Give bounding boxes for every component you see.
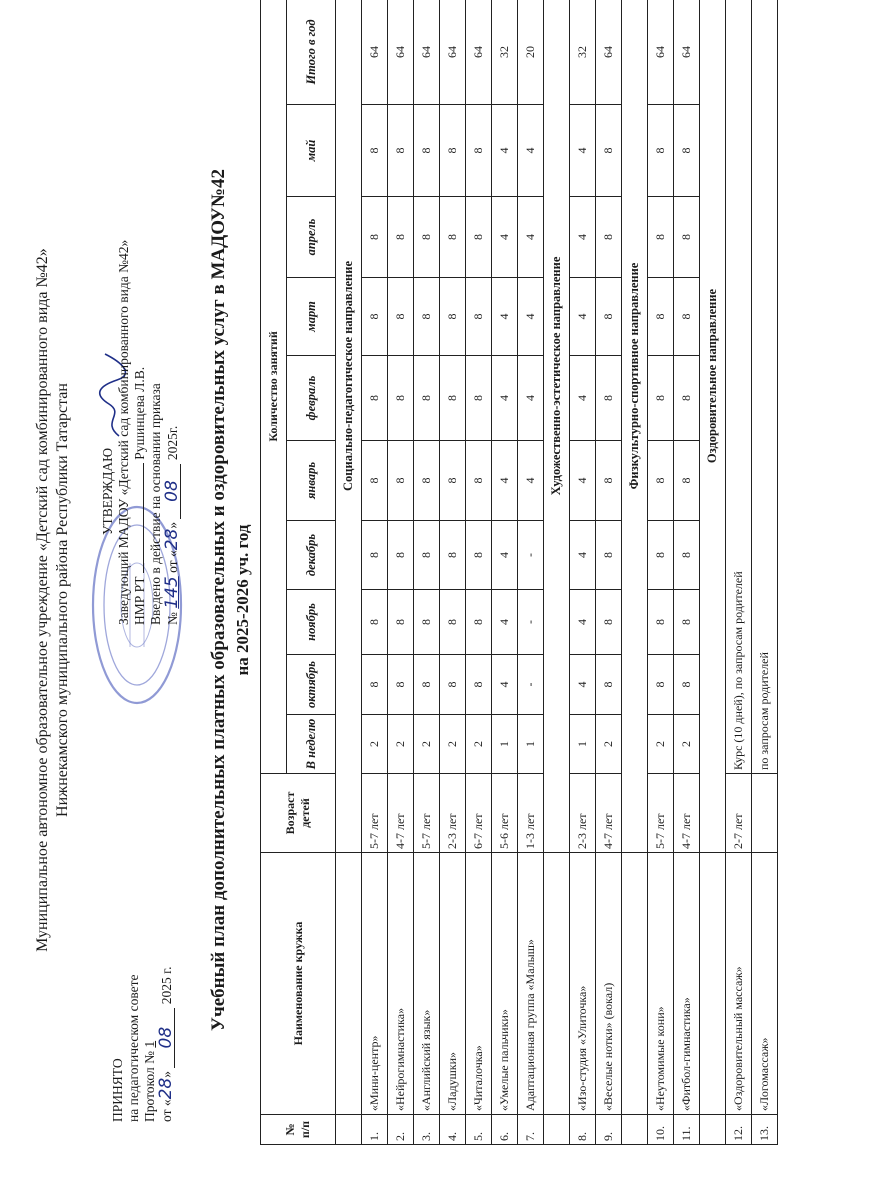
row-value: 4 (570, 590, 596, 655)
row-number: 1. (362, 1115, 388, 1145)
org-name-line2: Нижнекамского муниципального района Республики Татарстан (54, 383, 71, 817)
row-value: - (518, 590, 544, 655)
row-value: 4 (570, 197, 596, 278)
row-value: 8 (388, 197, 414, 278)
protocol-label: Протокол № (142, 1051, 157, 1122)
row-age: 2-3 лет (440, 774, 466, 853)
row-value: 8 (362, 655, 388, 715)
date-year: 2025 г. (159, 966, 174, 1005)
row-value: 4 (570, 278, 596, 356)
row-value: 8 (596, 655, 622, 715)
row-value: 4 (518, 105, 544, 197)
section-row (544, 0, 570, 1145)
row-value: 4 (570, 441, 596, 521)
row-value: 8 (388, 356, 414, 441)
approved-title: УТВЕРЖДАЮ (100, 447, 115, 535)
table-row (596, 0, 622, 1145)
row-value: 8 (674, 441, 700, 521)
row-number: 7. (518, 1115, 544, 1145)
row-value: 8 (648, 197, 674, 278)
month-header: февраль (287, 356, 336, 441)
approved-name: Рушинцева Л.В. (132, 366, 147, 460)
row-age: 5-7 лет (414, 774, 440, 853)
row-value: 8 (362, 590, 388, 655)
row-value: 4 (492, 197, 518, 278)
row-value: 8 (596, 356, 622, 441)
month-header: май (287, 105, 336, 197)
date-prefix: от « (159, 1099, 174, 1122)
row-value: 8 (596, 521, 622, 590)
row-number: 4. (440, 1115, 466, 1145)
table-row (726, 0, 752, 1145)
row-value: 8 (362, 441, 388, 521)
row-name: «Логомассаж» (752, 853, 778, 1115)
row-value: 8 (362, 278, 388, 356)
row-value: 8 (362, 521, 388, 590)
date-day: 28 (156, 1077, 176, 1100)
col-name-header: Наименование кружка (261, 853, 336, 1115)
row-value: 8 (388, 521, 414, 590)
row-value: 2 (414, 715, 440, 774)
row-value: 8 (362, 105, 388, 197)
row-value: 4 (518, 356, 544, 441)
row-value: 8 (648, 655, 674, 715)
row-value: 8 (674, 356, 700, 441)
row-value: 2 (440, 715, 466, 774)
row-value: 8 (466, 441, 492, 521)
row-value: 8 (596, 441, 622, 521)
table-row (466, 0, 492, 1145)
header-row-top (261, 0, 287, 1145)
row-name: «Нейрогимнастика» (388, 853, 414, 1115)
month-header: декабрь (287, 521, 336, 590)
row-number: 5. (466, 1115, 492, 1145)
table-row (362, 0, 388, 1145)
row-number: 3. (414, 1115, 440, 1145)
row-name: «Веселые нотки» (вокал) (596, 853, 622, 1115)
table-row (440, 0, 466, 1145)
curriculum-table (260, 0, 778, 1145)
row-value: 8 (466, 105, 492, 197)
row-age: 5-7 лет (362, 774, 388, 853)
approved-district: НМР РТ (132, 576, 147, 625)
row-value: 8 (440, 197, 466, 278)
row-value: 20 (518, 0, 544, 105)
section-title: Художественно-эстетическое направление (544, 0, 570, 853)
approved-signature-line (132, 240, 148, 625)
row-value: 1 (518, 715, 544, 774)
row-value: 2 (648, 715, 674, 774)
row-value: 4 (492, 441, 518, 521)
table-row (674, 0, 700, 1145)
row-value: 4 (492, 521, 518, 590)
row-value: 4 (518, 278, 544, 356)
section-title: Оздоровительное направление (700, 0, 726, 853)
row-value: 8 (466, 521, 492, 590)
col-count-header: Количество занятий (261, 0, 287, 774)
row-value: 8 (388, 655, 414, 715)
table-body (336, 0, 778, 1145)
month-header: ноябрь (287, 590, 336, 655)
accepted-block (110, 966, 175, 1122)
order-year: 2025г. (165, 425, 180, 461)
row-note: по запросам родителей (752, 0, 778, 774)
row-age (752, 774, 778, 853)
row-value: 64 (596, 0, 622, 105)
month-header: март (287, 278, 336, 356)
row-value: 4 (518, 197, 544, 278)
row-value: 2 (466, 715, 492, 774)
row-value: 8 (362, 356, 388, 441)
row-value: 8 (674, 197, 700, 278)
row-value: 8 (362, 197, 388, 278)
section-row (336, 0, 362, 1145)
row-value: 32 (492, 0, 518, 105)
document-subtitle: на 2025-2026 уч. год (233, 524, 252, 676)
row-value: 2 (674, 715, 700, 774)
row-value: 4 (570, 521, 596, 590)
row-value: 8 (648, 590, 674, 655)
order-label: № (165, 612, 180, 625)
row-value: 8 (648, 521, 674, 590)
row-value: 4 (518, 441, 544, 521)
row-value: 8 (648, 278, 674, 356)
row-age: 6-7 лет (466, 774, 492, 853)
month-header: В неделю (287, 715, 336, 774)
row-value: 64 (466, 0, 492, 105)
row-age: 4-7 лет (674, 774, 700, 853)
row-value: 64 (648, 0, 674, 105)
row-value: 8 (440, 590, 466, 655)
row-name: «Английский язык» (414, 853, 440, 1115)
row-value: 2 (388, 715, 414, 774)
org-name-line1: Муниципальное автономное образовательное учреждение «Детский сад комбинированного вида №42» (34, 248, 51, 952)
section-spacer (700, 1115, 726, 1145)
row-age: 4-7 лет (596, 774, 622, 853)
month-header: Итого в год (287, 0, 336, 105)
row-value: 32 (570, 0, 596, 105)
table-row (752, 0, 778, 1145)
row-value: 8 (414, 197, 440, 278)
row-value: 8 (440, 356, 466, 441)
row-value: 8 (388, 590, 414, 655)
table-row (518, 0, 544, 1145)
row-value: 8 (596, 197, 622, 278)
row-age: 2-7 лет (726, 774, 752, 853)
row-value: 8 (648, 356, 674, 441)
row-value: 8 (414, 105, 440, 197)
row-value: 8 (466, 278, 492, 356)
row-value: 8 (440, 278, 466, 356)
row-value: 64 (440, 0, 466, 105)
row-value: - (518, 655, 544, 715)
row-age: 5-7 лет (648, 774, 674, 853)
row-value: 8 (414, 521, 440, 590)
row-age: 2-3 лет (570, 774, 596, 853)
order-month: 08 (164, 464, 181, 519)
row-value: - (518, 521, 544, 590)
row-name: «Неутомимые кони» (648, 853, 674, 1115)
row-number: 9. (596, 1115, 622, 1145)
row-number: 13. (752, 1115, 778, 1145)
row-value: 8 (414, 278, 440, 356)
section-spacer (544, 1115, 570, 1145)
section-spacer (336, 853, 362, 1115)
row-name: «Фитбол-гимнастика» (674, 853, 700, 1115)
row-number: 10. (648, 1115, 674, 1145)
row-value: 4 (492, 278, 518, 356)
row-value: 8 (648, 105, 674, 197)
row-name: «Мини-центр» (362, 853, 388, 1115)
row-value: 4 (570, 655, 596, 715)
row-age: 5-6 лет (492, 774, 518, 853)
row-value: 64 (674, 0, 700, 105)
section-spacer (622, 1115, 648, 1145)
section-spacer (336, 1115, 362, 1145)
row-value: 4 (492, 590, 518, 655)
row-value: 2 (362, 715, 388, 774)
row-number: 2. (388, 1115, 414, 1145)
row-value: 8 (414, 590, 440, 655)
row-value: 8 (414, 441, 440, 521)
row-value: 64 (414, 0, 440, 105)
section-row (700, 0, 726, 1145)
table-row (388, 0, 414, 1145)
row-value: 8 (388, 278, 414, 356)
month-header: апрель (287, 197, 336, 278)
row-value: 8 (674, 278, 700, 356)
section-title: Социально-педагогическое направление (336, 0, 362, 853)
row-value: 8 (674, 590, 700, 655)
row-value: 4 (492, 655, 518, 715)
row-value: 1 (492, 715, 518, 774)
date-month: 08 (158, 1008, 175, 1068)
row-name: «Умелые пальчики» (492, 853, 518, 1115)
row-value: 1 (570, 715, 596, 774)
row-age: 1-3 лет (518, 774, 544, 853)
row-value: 4 (492, 356, 518, 441)
row-value: 4 (570, 105, 596, 197)
document-title: Учебный план дополнительных платных образовательных и оздоровительных услуг в МАДОУ№42 (208, 169, 229, 1031)
accepted-council: на педагогическом совете (126, 974, 141, 1122)
approved-head: Заведующий МАДОУ «Детский сад комбинированного вида №42» (116, 239, 131, 625)
row-note: Курс (10 дней), по запросам родителей (726, 0, 752, 774)
row-value: 8 (674, 105, 700, 197)
row-value: 8 (440, 521, 466, 590)
row-value: 8 (466, 590, 492, 655)
row-name: Адаптационная группа «Малыш» (518, 853, 544, 1115)
row-value: 4 (492, 105, 518, 197)
approved-order-note: Введено в действие на основании приказа (148, 383, 163, 625)
row-number: 8. (570, 1115, 596, 1145)
row-value: 8 (440, 655, 466, 715)
col-age-header: Возраст детей (261, 774, 336, 853)
table-row (414, 0, 440, 1145)
order-day: 28 (162, 528, 182, 551)
row-value: 8 (648, 441, 674, 521)
table-row (648, 0, 674, 1145)
approved-order: № 145 от «28» 08 2025г. (162, 425, 182, 625)
protocol-number: 1 (142, 1040, 157, 1048)
section-spacer (622, 853, 648, 1115)
month-header: январь (287, 441, 336, 521)
row-name: «Читалочка» (466, 853, 492, 1115)
table-row (492, 0, 518, 1145)
row-value: 64 (388, 0, 414, 105)
row-value: 2 (596, 715, 622, 774)
row-value: 4 (570, 356, 596, 441)
row-value: 8 (440, 441, 466, 521)
accepted-title: ПРИНЯТО (110, 1058, 125, 1122)
row-value: 8 (466, 197, 492, 278)
row-value: 8 (596, 105, 622, 197)
row-value: 8 (596, 590, 622, 655)
row-name: «Изо-студия «Улиточка» (570, 853, 596, 1115)
table-row (570, 0, 596, 1145)
section-title: Физкультурно-спортивное направление (622, 0, 648, 853)
row-value: 8 (388, 441, 414, 521)
approved-block (100, 240, 181, 625)
row-number: 12. (726, 1115, 752, 1145)
month-header: октябрь (287, 655, 336, 715)
row-value: 8 (466, 356, 492, 441)
row-number: 11. (674, 1115, 700, 1145)
accepted-date: от «28» 08 2025 г. (156, 966, 176, 1122)
order-number: 145 (162, 576, 182, 609)
row-name: «Ладушки» (440, 853, 466, 1115)
row-name: «Оздоровительный массаж» (726, 853, 752, 1115)
row-value: 8 (414, 356, 440, 441)
row-value: 8 (674, 521, 700, 590)
row-number: 6. (492, 1115, 518, 1145)
section-spacer (544, 853, 570, 1115)
col-num-header: № п/п (261, 1115, 336, 1145)
row-age: 4-7 лет (388, 774, 414, 853)
row-value: 8 (596, 278, 622, 356)
order-from: от « (165, 550, 180, 573)
row-value: 8 (466, 655, 492, 715)
section-spacer (700, 853, 726, 1115)
section-row (622, 0, 648, 1145)
row-value: 8 (414, 655, 440, 715)
row-value: 8 (440, 105, 466, 197)
row-value: 64 (362, 0, 388, 105)
row-value: 8 (388, 105, 414, 197)
row-value: 8 (674, 655, 700, 715)
